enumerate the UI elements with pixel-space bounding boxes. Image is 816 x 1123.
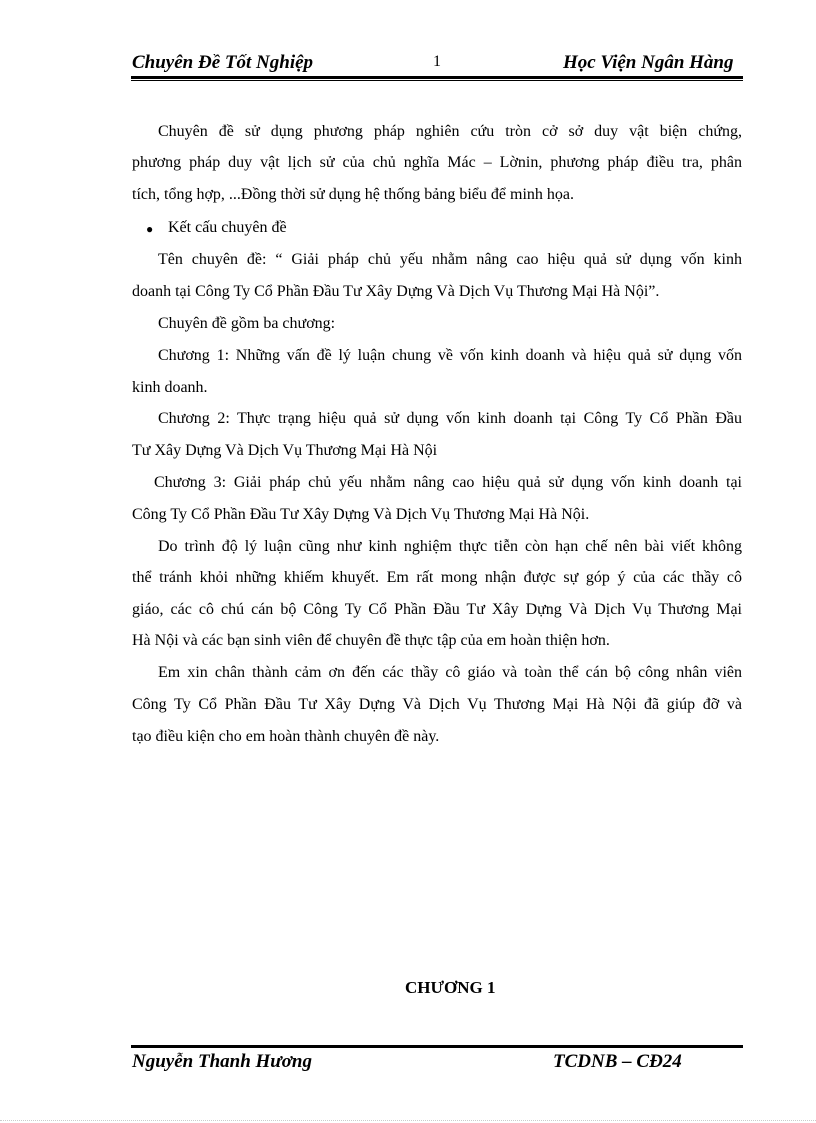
text-line: tích, tổng hợp, ...Đồng thời sử dụng hệ thống bảng biểu để minh họa. [132,186,574,203]
text-line: Hà Nội và các bạn sinh viên để chuyên đề thực tập của em hoàn thiện hơn. [132,632,610,649]
footer-class: TCDNB – CĐ24 [553,1051,682,1072]
page-number: 1 [433,53,441,70]
text-line: Công Ty Cổ Phần Đầu Tư Xây Dựng Và Dịch Vụ Thương Mại Hà Nội. [132,506,590,523]
text-line: tạo điều kiện cho em hoàn thành chuyên đề này. [132,728,440,745]
text-line: Chuyên đề sử dụng phương pháp nghiên cứu tròn cở sở duy vật biện chứng, [158,123,742,140]
text-line: Do trình độ lý luận cũng như kinh nghiệm thực tiễn còn hạn chế nên bài viết không [158,538,742,555]
text-line: Em xin chân thành cảm ơn đến các thầy cô giáo và toàn thể cán bộ công nhân viên [158,664,742,681]
chapter-heading: CHƯƠNG 1 [405,978,496,997]
bullet-text: Kết cấu chuyên đề [168,219,287,236]
text-line: Tên chuyên đề: “ Giải pháp chủ yếu nhằm nâng cao hiệu quả sử dụng vốn kinh [158,251,742,268]
text-line: phương pháp duy vật lịch sử của chủ nghĩa Mác – Lờnin, phương pháp điều tra, phân [132,154,742,171]
page-edge [0,1120,816,1121]
header-left: Chuyên Đề Tốt Nghiệp [132,52,314,73]
text-line: giáo, các cô chú cán bộ Công Ty Cổ Phần Đầu Tư Xây Dựng Và Dịch Vụ Thương Mại [132,601,742,618]
footer-rule [131,1045,743,1048]
text-line: thể tránh khỏi những khiếm khuyết. Em rất mong nhận được sự góp ý của các thầy cô [132,569,742,586]
text-line: Chuyên đề gồm ba chương: [158,315,336,332]
text-line: kinh doanh. [132,379,208,396]
header-rule-thin [131,80,743,81]
header-rule [131,76,743,79]
text-line: Tư Xây Dựng Và Dịch Vụ Thương Mại Hà Nội [132,442,438,459]
text-line: Chương 3: Giải pháp chủ yếu nhằm nâng cao hiệu quả sử dụng vốn kinh doanh tại [154,474,742,491]
footer-author: Nguyễn Thanh Hương [132,1051,312,1072]
bullet-icon: ● [146,222,154,236]
text-line: Chương 1: Những vấn đề lý luận chung về vốn kinh doanh và hiệu quả sử dụng vốn [158,347,742,364]
header-right: Học Viện Ngân Hàng [563,52,734,73]
text-line: Chương 2: Thực trạng hiệu quả sử dụng vốn kinh doanh tại Công Ty Cổ Phần Đầu [158,410,742,427]
text-line: Công Ty Cổ Phần Đầu Tư Xây Dựng Và Dịch Vụ Thương Mại Hà Nội đã giúp đỡ và [132,696,742,713]
text-line: doanh tại Công Ty Cổ Phần Đầu Tư Xây Dựng Và Dịch Vụ Thương Mại Hà Nội”. [132,283,660,300]
